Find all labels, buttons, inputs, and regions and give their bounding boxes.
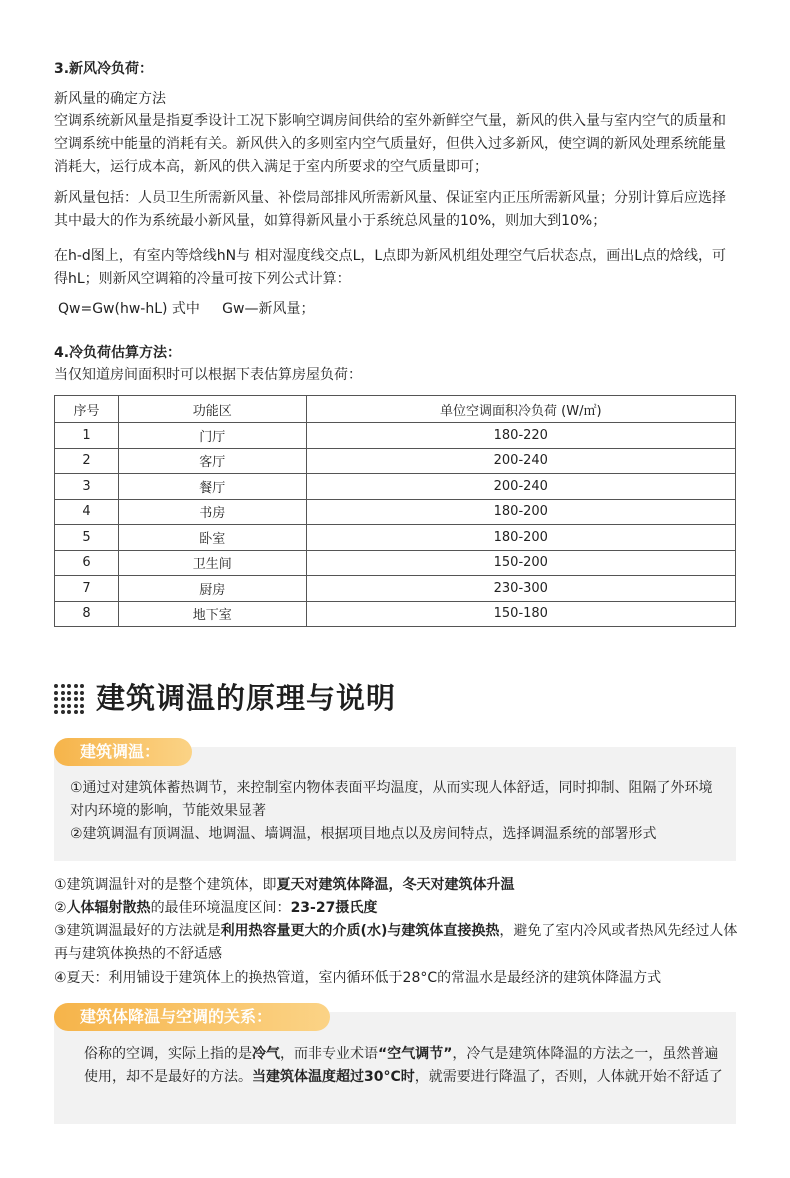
point-3-text: ③建筑调温最好的方法就是 xyxy=(54,923,221,939)
point-2 xyxy=(54,897,739,920)
table-cell: 卫生间 xyxy=(118,550,306,576)
table-cell: 地下室 xyxy=(118,601,306,627)
relation-text-1: 俗称的空调，实际上指的是 xyxy=(84,1046,252,1062)
table-cell: 200-240 xyxy=(306,474,735,500)
table-cell: 180-200 xyxy=(306,499,735,525)
table-cell: 门厅 xyxy=(118,423,306,449)
table-cell: 餐厅 xyxy=(118,474,306,500)
relation-bold-2: “空气调节” xyxy=(378,1046,453,1062)
table-cell: 2 xyxy=(55,448,119,474)
table-cell: 6 xyxy=(55,550,119,576)
point-2-text: 的最佳环境温度区间： xyxy=(150,900,291,916)
table-cell: 180-200 xyxy=(306,525,735,551)
building-temp-line-1: ①通过对建筑体蓄热调节，来控制室内物体表面平均温度，从而实现人体舒适，同时抑制、阻隔了外环境对内环境的影响，节能效果显著 xyxy=(70,780,713,819)
section3-paragraph-3: 在h-d图上，有室内等焓线hN与 相对湿度线交点L，L点即为新风机组处理空气后状态点，画出L点的焓线，可得hL；则新风空调箱的冷量可按下列公式计算： xyxy=(54,248,727,287)
section3-paragraph-1: 空调系统新风量是指夏季设计工况下影响空调房间供给的室外新鲜空气量，新风的供入量与室内空气的质量和空调系统中能量的消耗有关。新风供入的多则室内空气质量好，但供入过多新风，使空调的新风处理系统能量消耗大，运行成本高，新风的供入满足于室内所要求的空气质量即可； xyxy=(54,113,726,175)
table-cell: 5 xyxy=(55,525,119,551)
table-row xyxy=(55,499,736,525)
table-row xyxy=(55,576,736,602)
point-4: ④夏天：利用铺设于建筑体上的换热管道，室内循环低于28°C的常温水是最经济的建筑体降温方式 xyxy=(54,970,662,986)
building-temp-line-2: ②建筑调温有顶调温、地调温、墙调温，根据项目地点以及房间特点，选择调温系统的部署形式 xyxy=(70,826,657,842)
point-2-range: 23-27摄氏度 xyxy=(290,900,378,916)
relation-bold-3: 当建筑体温度超过30°C时 xyxy=(252,1069,415,1085)
section3-heading: 3.新风冷负荷： xyxy=(54,61,154,77)
table-header-cell: 单位空调面积冷负荷 (W/㎡) xyxy=(306,396,735,423)
point-1-bold: 夏天对建筑体降温，冬天对建筑体升温 xyxy=(276,877,515,893)
cooling-relation-label: 建筑体降温与空调的关系： xyxy=(54,1003,330,1031)
relation-text-2: ，而非专业术语 xyxy=(280,1046,378,1062)
section3-subheading: 新风量的确定方法 xyxy=(54,91,166,107)
table-row xyxy=(55,601,736,627)
relation-text-4: ，就需要进行降温了，否则，人体就开始不舒适了 xyxy=(414,1069,723,1085)
table-header-cell: 功能区 xyxy=(118,396,306,423)
table-cell: 1 xyxy=(55,423,119,449)
point-2-num: ② xyxy=(54,900,67,916)
point-3 xyxy=(54,920,739,966)
table-row xyxy=(55,474,736,500)
point-1 xyxy=(54,874,739,897)
table-row xyxy=(55,448,736,474)
table-cell: 4 xyxy=(55,499,119,525)
table-cell: 150-200 xyxy=(306,550,735,576)
point-3-tail: ，避免了室内冷风或者热风先经过人体再与建筑体换热的不舒适感 xyxy=(54,923,738,962)
table-header-cell: 序号 xyxy=(55,396,119,423)
table-row xyxy=(55,423,736,449)
section3-formula: Qw=Gw(hw-hL) 式中 Gw—新风量； xyxy=(58,301,315,317)
section3-paragraph-2: 新风量包括：人员卫生所需新风量、补偿局部排风所需新风量、保证室内正压所需新风量；分别计算后应选择其中最大的作为系统最小新风量，如算得新风量小于系统总风量的10%，则加大到10%； xyxy=(54,190,726,229)
relation-text-3: ，冷气是建筑体降温的方法之一，虽然普遍使用，却不是最好的方法。 xyxy=(84,1046,719,1085)
cooling-relation-text xyxy=(84,1043,724,1089)
table-cell: 230-300 xyxy=(306,576,735,602)
dots-grid-icon xyxy=(54,684,84,714)
cooling-load-table xyxy=(54,395,736,627)
table-cell: 8 xyxy=(55,601,119,627)
table-row xyxy=(55,550,736,576)
table-cell: 卧室 xyxy=(118,525,306,551)
table-cell: 厨房 xyxy=(118,576,306,602)
relation-bold-1: 冷气 xyxy=(252,1046,280,1062)
table-cell: 客厅 xyxy=(118,448,306,474)
table-cell: 3 xyxy=(55,474,119,500)
table-cell: 180-220 xyxy=(306,423,735,449)
point-1-text: ①建筑调温针对的是整个建筑体，即 xyxy=(54,877,277,893)
table-row xyxy=(55,525,736,551)
table-cell: 7 xyxy=(55,576,119,602)
point-2-bold: 人体辐射散热 xyxy=(66,900,151,916)
building-temp-label: 建筑调温： xyxy=(54,738,192,766)
table-cell: 150-180 xyxy=(306,601,735,627)
section4-heading: 4.冷负荷估算方法： xyxy=(54,345,182,361)
table-header-row xyxy=(55,396,736,423)
table-cell: 书房 xyxy=(118,499,306,525)
point-3-bold: 利用热容量更大的介质(水)与建筑体直接换热 xyxy=(220,923,500,939)
table-cell: 200-240 xyxy=(306,448,735,474)
page-title: 建筑调温的原理与说明 xyxy=(96,681,397,715)
section4-intro: 当仅知道房间面积时可以根据下表估算房屋负荷： xyxy=(54,367,362,383)
